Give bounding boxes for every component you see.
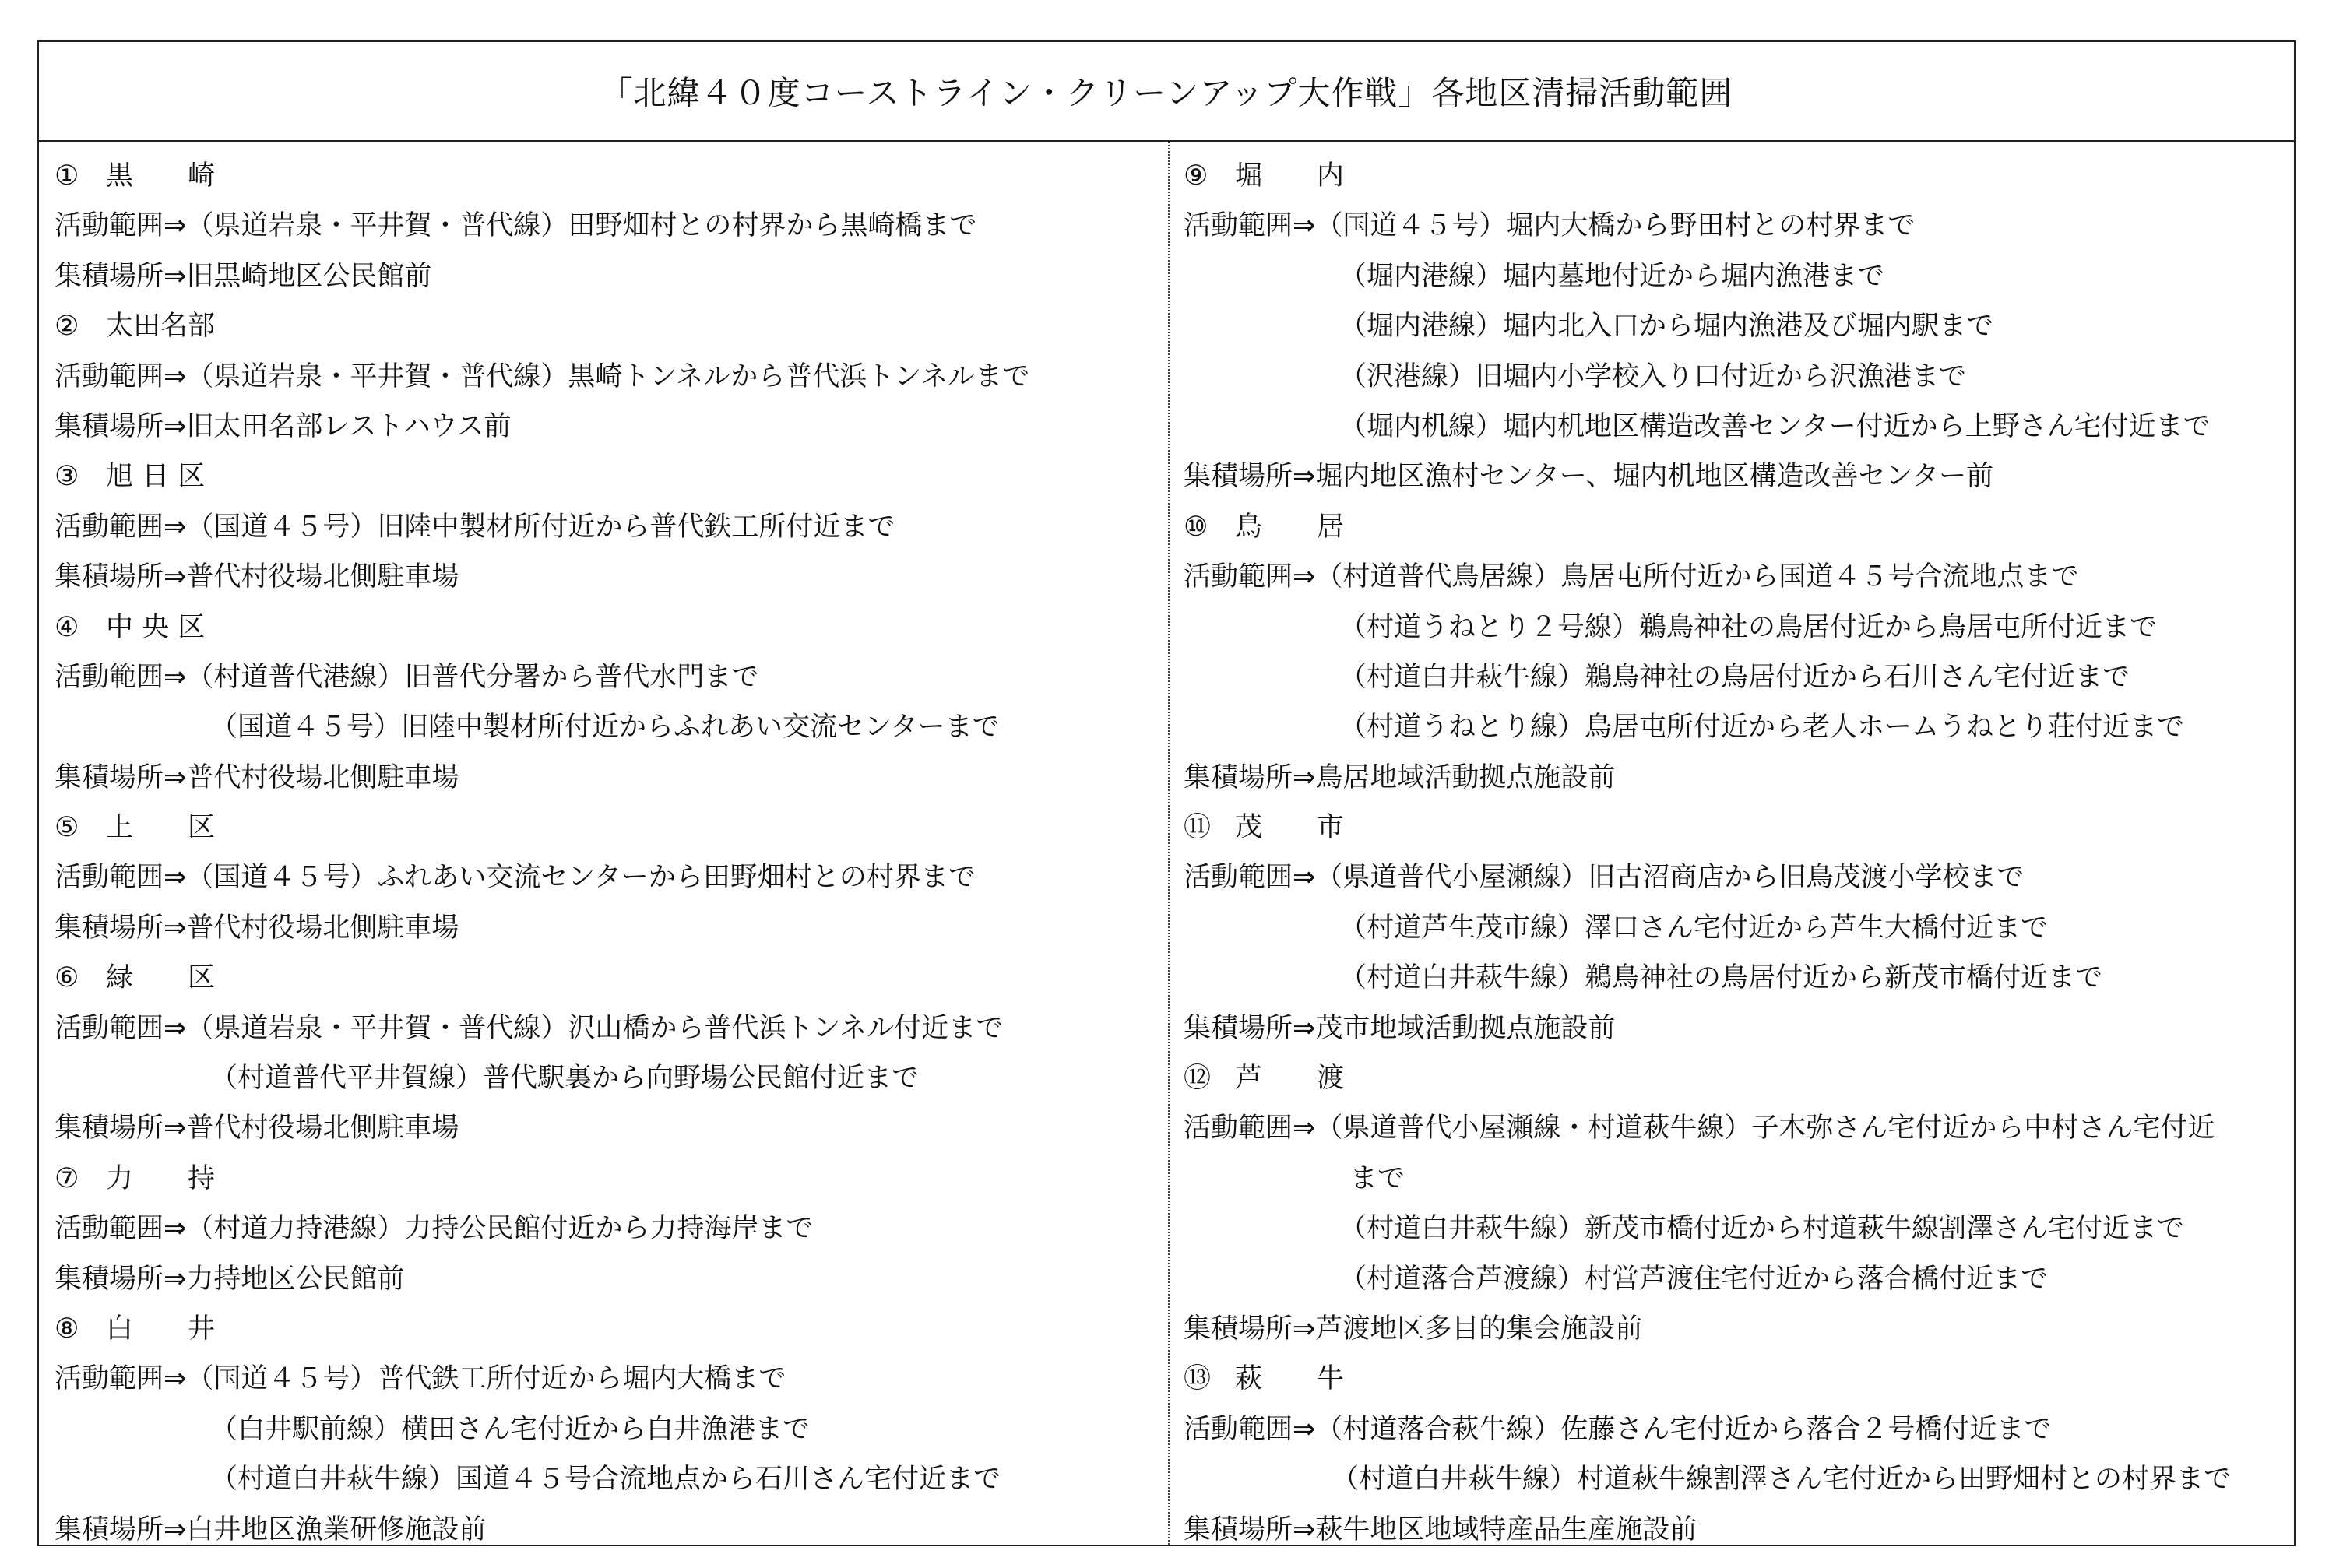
sub-route-line: （村道落合芦渡線）村営芦渡住宅付近から落合橋付近まで bbox=[1339, 1263, 2049, 1295]
info-line: 集積場所⇒萩牛地区地域特産品生産施設前 bbox=[1184, 1514, 1697, 1545]
left-column bbox=[39, 142, 1168, 1545]
section-heading bbox=[55, 1304, 1168, 1354]
info-line: 活動範囲⇒（国道４５号）ふれあい交流センターから田野畑村との村界まで bbox=[55, 862, 976, 894]
section-heading bbox=[55, 1154, 1168, 1204]
sub-route-line: （村道白井萩牛線）新茂市橋付近から村道萩牛線割澤さん宅付近まで bbox=[1339, 1213, 2185, 1245]
section-number: ⑨ bbox=[1184, 160, 1208, 192]
info-line: 集積場所⇒普代村役場北側駐車場 bbox=[55, 912, 459, 944]
sub-route-line: （村道うねとり２号線）鵜鳥神社の鳥居付近から鳥居屯所付近まで bbox=[1339, 611, 2158, 643]
info-line: 活動範囲⇒（国道４５号）旧陸中製材所付近から普代鉄工所付近まで bbox=[55, 511, 895, 543]
sub-route-line: （堀内机線）堀内机地区構造改善センター付近から上野さん宅付近まで bbox=[1339, 410, 2211, 442]
info-line: 集積場所⇒鳥居地域活動拠点施設前 bbox=[1184, 761, 1616, 793]
sub-route-line: （沢港線）旧堀内小学校入り口付近から沢漁港まで bbox=[1339, 360, 1967, 392]
section-number: ⑥ bbox=[55, 962, 79, 994]
sub-route-line: （村道うねとり線）鳥居屯所付近から老人ホームうねとり荘付近まで bbox=[1339, 712, 2185, 744]
info-line: 活動範囲⇒（村道落合萩牛線）佐藤さん宅付近から落合２号橋付近まで bbox=[1184, 1413, 2052, 1445]
section-name: 中 央 区 bbox=[106, 611, 206, 643]
section-number: ② bbox=[55, 311, 79, 343]
sub-route-line: （村道白井萩牛線）鵜鳥神社の鳥居付近から石川さん宅付近まで bbox=[1339, 661, 2130, 693]
document-frame bbox=[37, 40, 2296, 1546]
sub-route-line: （村道芦生茂市線）澤口さん宅付近から芦生大橋付近まで bbox=[1339, 912, 2049, 944]
info-line: 活動範囲⇒（県道岩泉・平井賀・普代線）田野畑村との村界から黒崎橋まで bbox=[55, 210, 977, 242]
info-line: 活動範囲⇒（村道力持港線）力持公民館付近から力持海岸まで bbox=[55, 1213, 814, 1245]
sub-route-line: （村道白井萩牛線）国道４５号合流地点から石川さん宅付近まで bbox=[210, 1464, 1001, 1496]
section-heading bbox=[55, 151, 1168, 201]
info-line: 集積場所⇒旧黒崎地区公民館前 bbox=[55, 260, 432, 292]
section-number: ⑬ bbox=[1184, 1363, 1212, 1395]
info-line: 活動範囲⇒（県道普代小屋瀬線）旧古沼商店から旧鳥茂渡小学校まで bbox=[1184, 862, 2025, 894]
section-number: ⑧ bbox=[55, 1313, 79, 1345]
section-name: 芦 渡 bbox=[1235, 1063, 1345, 1095]
info-line: 活動範囲⇒（県道普代小屋瀬線・村道萩牛線）子木弥さん宅付近から中村さん宅付近 bbox=[1184, 1113, 2215, 1144]
info-line: 集積場所⇒茂市地域活動拠点施設前 bbox=[1184, 1012, 1616, 1044]
info-line: 活動範囲⇒（村道普代港線）旧普代分署から普代水門まで bbox=[55, 661, 759, 693]
section-number: ⑤ bbox=[55, 812, 79, 844]
section-number: ⑪ bbox=[1184, 812, 1212, 844]
sub-route-line: （白井駅前線）横田さん宅付近から白井漁港まで bbox=[210, 1413, 811, 1445]
info-line: 集積場所⇒堀内地区漁村センター、堀内机地区構造改善センター前 bbox=[1184, 461, 1994, 493]
section-heading bbox=[55, 803, 1168, 853]
info-line: 活動範囲⇒（国道４５号）普代鉄工所付近から堀内大橋まで bbox=[55, 1363, 786, 1395]
sub-route-line: （村道白井萩牛線）村道萩牛線割澤さん宅付近から田野畑村との村界まで bbox=[1332, 1464, 2232, 1496]
info-line: 集積場所⇒普代村役場北側駐車場 bbox=[55, 561, 459, 593]
section-name: 旭 日 区 bbox=[106, 461, 206, 493]
info-line: 集積場所⇒普代村役場北側駐車場 bbox=[55, 761, 459, 793]
section-name: 堀 内 bbox=[1235, 160, 1345, 192]
title-row bbox=[39, 42, 2294, 142]
section-heading bbox=[1184, 803, 2296, 853]
section-number: ③ bbox=[55, 461, 79, 493]
section-number: ⑩ bbox=[1184, 511, 1208, 543]
info-line: 集積場所⇒普代村役場北側駐車場 bbox=[55, 1113, 459, 1144]
info-line: 集積場所⇒旧太田名部レストハウス前 bbox=[55, 410, 512, 442]
section-name: 緑 区 bbox=[106, 962, 216, 994]
section-name: 萩 牛 bbox=[1235, 1363, 1345, 1395]
page-title: 「北緯４０度コーストライン・クリーンアップ大作戦」各地区清掃活動範囲 bbox=[600, 74, 1733, 112]
section-number: ① bbox=[55, 160, 79, 192]
info-line: 集積場所⇒白井地区漁業研修施設前 bbox=[55, 1514, 487, 1545]
sub-route-line: （国道４５号）旧陸中製材所付近からふれあい交流センターまで bbox=[210, 712, 1000, 744]
info-line: 集積場所⇒力持地区公民館前 bbox=[55, 1263, 405, 1295]
section-name: 上 区 bbox=[106, 812, 216, 844]
info-line: 活動範囲⇒（国道４５号）堀内大橋から野田村との村界まで bbox=[1184, 210, 1916, 242]
section-number: ⑫ bbox=[1184, 1063, 1212, 1095]
wrapped-text-line: まで bbox=[1350, 1162, 1405, 1194]
info-line: 活動範囲⇒（村道普代鳥居線）鳥居屯所付近から国道４５号合流地点まで bbox=[1184, 561, 2079, 593]
section-name: 太田名部 bbox=[106, 311, 216, 343]
sub-route-line: （村道普代平井賀線）普代駅裏から向野場公民館付近まで bbox=[210, 1063, 920, 1095]
section-heading bbox=[1184, 502, 2296, 552]
sub-route-line: （堀内港線）堀内墓地付近から堀内漁港まで bbox=[1339, 260, 1885, 292]
section-name: 力 持 bbox=[106, 1162, 216, 1194]
info-line: 活動範囲⇒（県道岩泉・平井賀・普代線）沢山橋から普代浜トンネル付近まで bbox=[55, 1012, 1004, 1044]
section-heading bbox=[1184, 1354, 2296, 1404]
section-number: ⑦ bbox=[55, 1162, 79, 1194]
section-name: 黒 崎 bbox=[106, 160, 216, 192]
sub-route-line: （堀内港線）堀内北入口から堀内漁港及び堀内駅まで bbox=[1339, 311, 1994, 343]
info-line: 活動範囲⇒（県道岩泉・平井賀・普代線）黒崎トンネルから普代浜トンネルまで bbox=[55, 360, 1030, 392]
info-line: 集積場所⇒芦渡地区多目的集会施設前 bbox=[1184, 1313, 1643, 1345]
section-number: ④ bbox=[55, 611, 79, 643]
sub-route-line: （村道白井萩牛線）鵜鳥神社の鳥居付近から新茂市橋付近まで bbox=[1339, 962, 2103, 994]
section-heading bbox=[55, 301, 1168, 351]
section-heading bbox=[1184, 1053, 2296, 1103]
section-heading bbox=[55, 603, 1168, 652]
section-name: 鳥 居 bbox=[1235, 511, 1345, 543]
section-heading bbox=[55, 953, 1168, 1003]
section-name: 茂 市 bbox=[1235, 812, 1345, 844]
section-name: 白 井 bbox=[106, 1313, 216, 1345]
section-heading bbox=[55, 452, 1168, 501]
section-heading bbox=[1184, 151, 2296, 201]
right-column bbox=[1168, 142, 2296, 1545]
